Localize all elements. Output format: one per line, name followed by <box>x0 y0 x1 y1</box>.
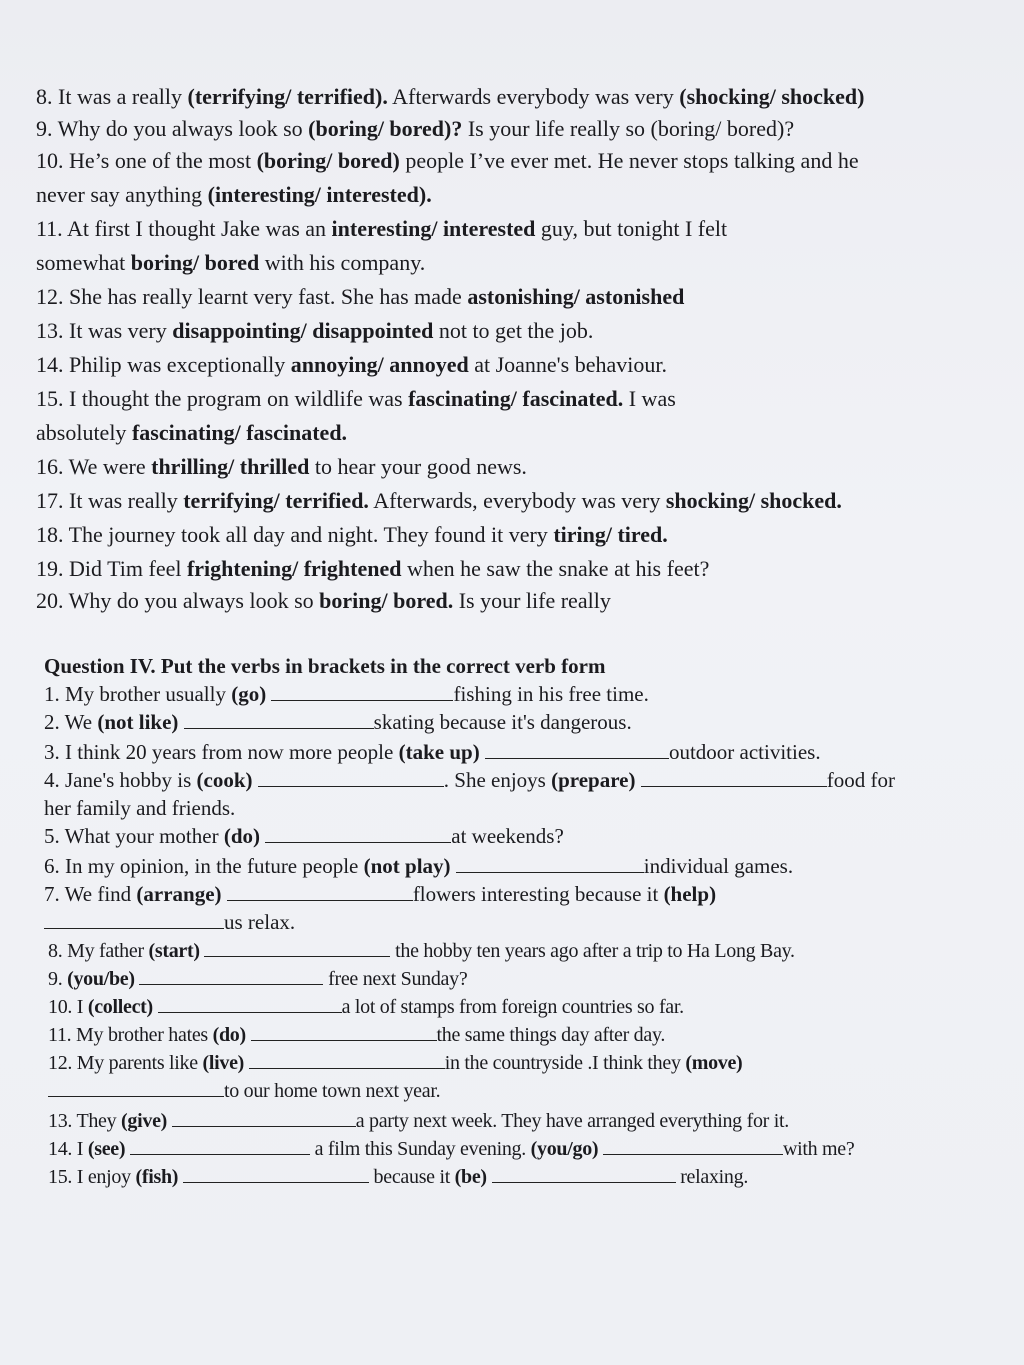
text-fragment: when he saw the snake at his feet? <box>401 556 710 581</box>
bold-cue: interesting/ interested <box>331 216 536 241</box>
text-fragment: flowers interesting because it <box>412 882 664 906</box>
answer-blank[interactable] <box>158 994 342 1013</box>
text-fragment: the same things day after day. <box>436 1024 666 1046</box>
answer-blank[interactable] <box>249 1050 445 1069</box>
question-line <box>48 1078 440 1104</box>
text-fragment: at Joanne's behaviour. <box>468 352 667 377</box>
text-fragment: 14. I <box>48 1138 88 1160</box>
bold-cue: (shocking/ shocked) <box>679 84 865 109</box>
text-fragment: 4. Jane's hobby is <box>44 768 197 792</box>
exercise-line <box>36 556 709 582</box>
question-line <box>44 882 716 907</box>
text-fragment: 16. We were <box>36 454 152 479</box>
bold-cue: (help) <box>663 882 717 906</box>
text-fragment: us relax. <box>224 910 296 934</box>
text-fragment: skating because it's dangerous. <box>373 710 632 734</box>
text-fragment: 2. We <box>44 710 98 734</box>
text-fragment: a party next week. They have arranged everything for it. <box>355 1110 789 1132</box>
question-line <box>44 740 821 765</box>
exercise-line <box>36 216 727 242</box>
bold-cue: frightening/ frightened <box>186 556 402 581</box>
exercise-line <box>36 116 794 142</box>
question-line <box>48 1164 748 1190</box>
text-fragment: 9. <box>48 968 68 990</box>
text-fragment: to our home town next year. <box>224 1080 441 1102</box>
exercise-line <box>36 588 611 614</box>
answer-blank[interactable] <box>184 710 374 729</box>
bold-cue: (move) <box>685 1052 743 1074</box>
bold-cue: boring/ bored <box>130 250 260 275</box>
bold-cue: (fish) <box>135 1166 179 1188</box>
text-fragment: Is your life really <box>453 588 611 613</box>
question-iv-heading: Question IV. Put the verbs in brackets in the correct verb form <box>44 654 606 678</box>
text-fragment: outdoor activities. <box>668 740 821 764</box>
answer-blank[interactable] <box>48 1078 224 1097</box>
answer-blank[interactable] <box>271 682 453 701</box>
question-line <box>44 768 895 793</box>
text-fragment: 10. I <box>48 996 88 1018</box>
text-fragment: to hear your good news. <box>309 454 527 479</box>
bold-cue: (see) <box>87 1138 126 1160</box>
text-fragment: never say anything <box>36 182 208 207</box>
text-fragment: people I’ve ever met. He never stops talking and he <box>399 148 859 173</box>
text-fragment: 7. We find <box>44 882 137 906</box>
bold-cue: (boring/ bored)? <box>308 116 463 141</box>
text-fragment: 9. Why do you always look so <box>36 116 309 141</box>
text-fragment: 12. She has really learnt very fast. She has made <box>36 284 468 309</box>
bold-cue: (you/be) <box>67 968 135 990</box>
bold-cue: (live) <box>202 1052 245 1074</box>
bold-cue: (you/go) <box>530 1138 599 1160</box>
text-fragment: 18. The journey took all day and night. They found it very <box>36 522 554 547</box>
text-fragment: I was <box>623 386 676 411</box>
text-fragment: 15. I thought the program on wildlife was <box>36 386 409 411</box>
bold-cue: annoying/ annoyed <box>290 352 469 377</box>
text-fragment: the hobby ten years ago after a trip to Ha Long Bay. <box>390 940 795 962</box>
bold-cue: (do) <box>212 1024 246 1046</box>
bold-cue: fascinating/ fascinated. <box>131 420 348 445</box>
answer-blank[interactable] <box>641 768 827 787</box>
question-line <box>48 938 795 964</box>
exercise-line <box>36 454 527 480</box>
answer-blank[interactable] <box>492 1164 676 1183</box>
text-fragment: food for <box>826 768 895 792</box>
question-line <box>44 824 564 849</box>
question-line <box>44 682 649 707</box>
bold-cue: (collect) <box>87 996 153 1018</box>
answer-blank[interactable] <box>251 1022 437 1041</box>
question-line <box>48 994 684 1020</box>
exercise-line <box>36 182 432 208</box>
answer-blank[interactable] <box>258 768 444 787</box>
question-line <box>48 1022 665 1048</box>
exercise-line <box>36 386 676 412</box>
answer-blank[interactable] <box>130 1136 310 1155</box>
text-fragment: 14. Philip was exceptionally <box>36 352 291 377</box>
text-fragment: Is your life really so (boring/ bored)? <box>462 116 795 141</box>
bold-cue: astonishing/ astonished <box>467 284 685 309</box>
text-fragment: 3. I think 20 years from now more people <box>44 740 399 764</box>
text-fragment: . She enjoys <box>443 768 552 792</box>
text-fragment: 1. My brother usually <box>44 682 232 706</box>
answer-blank[interactable] <box>603 1136 783 1155</box>
exercise-line <box>36 318 593 344</box>
text-fragment: 5. What your mother <box>44 824 224 848</box>
bold-cue: thrilling/ thrilled <box>151 454 310 479</box>
text-fragment: Afterwards everybody was very <box>387 84 680 109</box>
text-fragment: her family and friends. <box>44 796 236 820</box>
question-line <box>44 854 793 879</box>
text-fragment: not to get the job. <box>433 318 594 343</box>
text-fragment: at weekends? <box>451 824 564 848</box>
bold-cue: (arrange) <box>136 882 222 906</box>
answer-blank[interactable] <box>456 854 644 873</box>
bold-cue: fascinating/ fascinated. <box>408 386 624 411</box>
text-fragment: 11. At first I thought Jake was an <box>36 216 332 241</box>
exercise-line <box>36 420 347 446</box>
exercise-line <box>36 250 425 276</box>
answer-blank[interactable] <box>172 1108 356 1127</box>
answer-blank[interactable] <box>227 882 413 901</box>
question-line <box>48 1050 742 1076</box>
bold-cue: shocking/ shocked. <box>665 488 842 513</box>
text-fragment: free next Sunday? <box>323 968 468 990</box>
exercise-line <box>36 522 668 548</box>
text-fragment: 10. He’s one of the most <box>36 148 257 173</box>
text-fragment: 19. Did Tim feel <box>36 556 187 581</box>
bold-cue: boring/ bored. <box>319 588 454 613</box>
text-fragment: absolutely <box>36 420 132 445</box>
bold-cue: (cook) <box>196 768 253 792</box>
exercise-line <box>36 84 864 110</box>
bold-cue: terrifying/ terrified. <box>183 488 369 513</box>
exercise-line <box>36 352 667 378</box>
answer-blank[interactable] <box>485 740 669 759</box>
bold-cue: (start) <box>148 940 200 962</box>
bold-cue: (not play) <box>363 854 451 878</box>
answer-blank[interactable] <box>265 824 451 843</box>
text-fragment: 20. Why do you always look so <box>36 588 320 613</box>
question-line <box>44 796 235 821</box>
exercise-line <box>36 488 842 514</box>
exercise-line <box>36 148 859 174</box>
text-fragment: 11. My brother hates <box>48 1024 213 1046</box>
text-fragment: Afterwards, everybody was very <box>368 488 666 513</box>
text-fragment: relaxing. <box>675 1166 749 1188</box>
bold-cue: disappointing/ disappointed <box>172 318 434 343</box>
bold-cue: (not like) <box>97 710 179 734</box>
bold-cue: (do) <box>223 824 260 848</box>
text-fragment: because it <box>368 1166 455 1188</box>
text-fragment: a lot of stamps from foreign countries so far. <box>341 996 684 1018</box>
text-fragment: somewhat <box>36 250 131 275</box>
answer-blank[interactable] <box>139 966 323 985</box>
bold-cue: (be) <box>454 1166 487 1188</box>
text-fragment: 12. My parents like <box>48 1052 203 1074</box>
question-line <box>44 710 632 735</box>
text-fragment: 15. I enjoy <box>48 1166 136 1188</box>
bold-cue: (interesting/ interested). <box>207 182 432 207</box>
text-fragment: 8. It was a really <box>36 84 188 109</box>
question-line <box>48 966 467 992</box>
bold-cue: (boring/ bored) <box>256 148 400 173</box>
text-fragment: with me? <box>782 1138 855 1160</box>
text-fragment: individual games. <box>643 854 794 878</box>
question-line <box>44 910 295 935</box>
answer-blank[interactable] <box>183 1164 369 1183</box>
question-line <box>48 1108 789 1134</box>
bold-cue: (prepare) <box>551 768 636 792</box>
answer-blank[interactable] <box>204 938 390 957</box>
text-fragment: 17. It was really <box>36 488 184 513</box>
text-fragment: in the countryside .I think they <box>444 1052 686 1074</box>
text-fragment: fishing in his free time. <box>453 682 649 706</box>
bold-cue: (give) <box>121 1110 168 1132</box>
text-fragment: with his company. <box>259 250 426 275</box>
bold-cue: (go) <box>231 682 267 706</box>
text-fragment: guy, but tonight I felt <box>535 216 728 241</box>
text-fragment: 6. In my opinion, in the future people <box>44 854 364 878</box>
answer-blank[interactable] <box>44 910 224 929</box>
text-fragment: a film this Sunday evening. <box>309 1138 531 1160</box>
exercise-line <box>36 284 684 310</box>
bold-cue: tiring/ tired. <box>553 522 668 547</box>
text-fragment: 8. My father <box>48 940 149 962</box>
text-fragment: 13. They <box>48 1110 122 1132</box>
bold-cue: (terrifying/ terrified). <box>187 84 388 109</box>
bold-cue: (take up) <box>398 740 480 764</box>
question-line <box>48 1136 854 1162</box>
text-fragment: 13. It was very <box>36 318 173 343</box>
